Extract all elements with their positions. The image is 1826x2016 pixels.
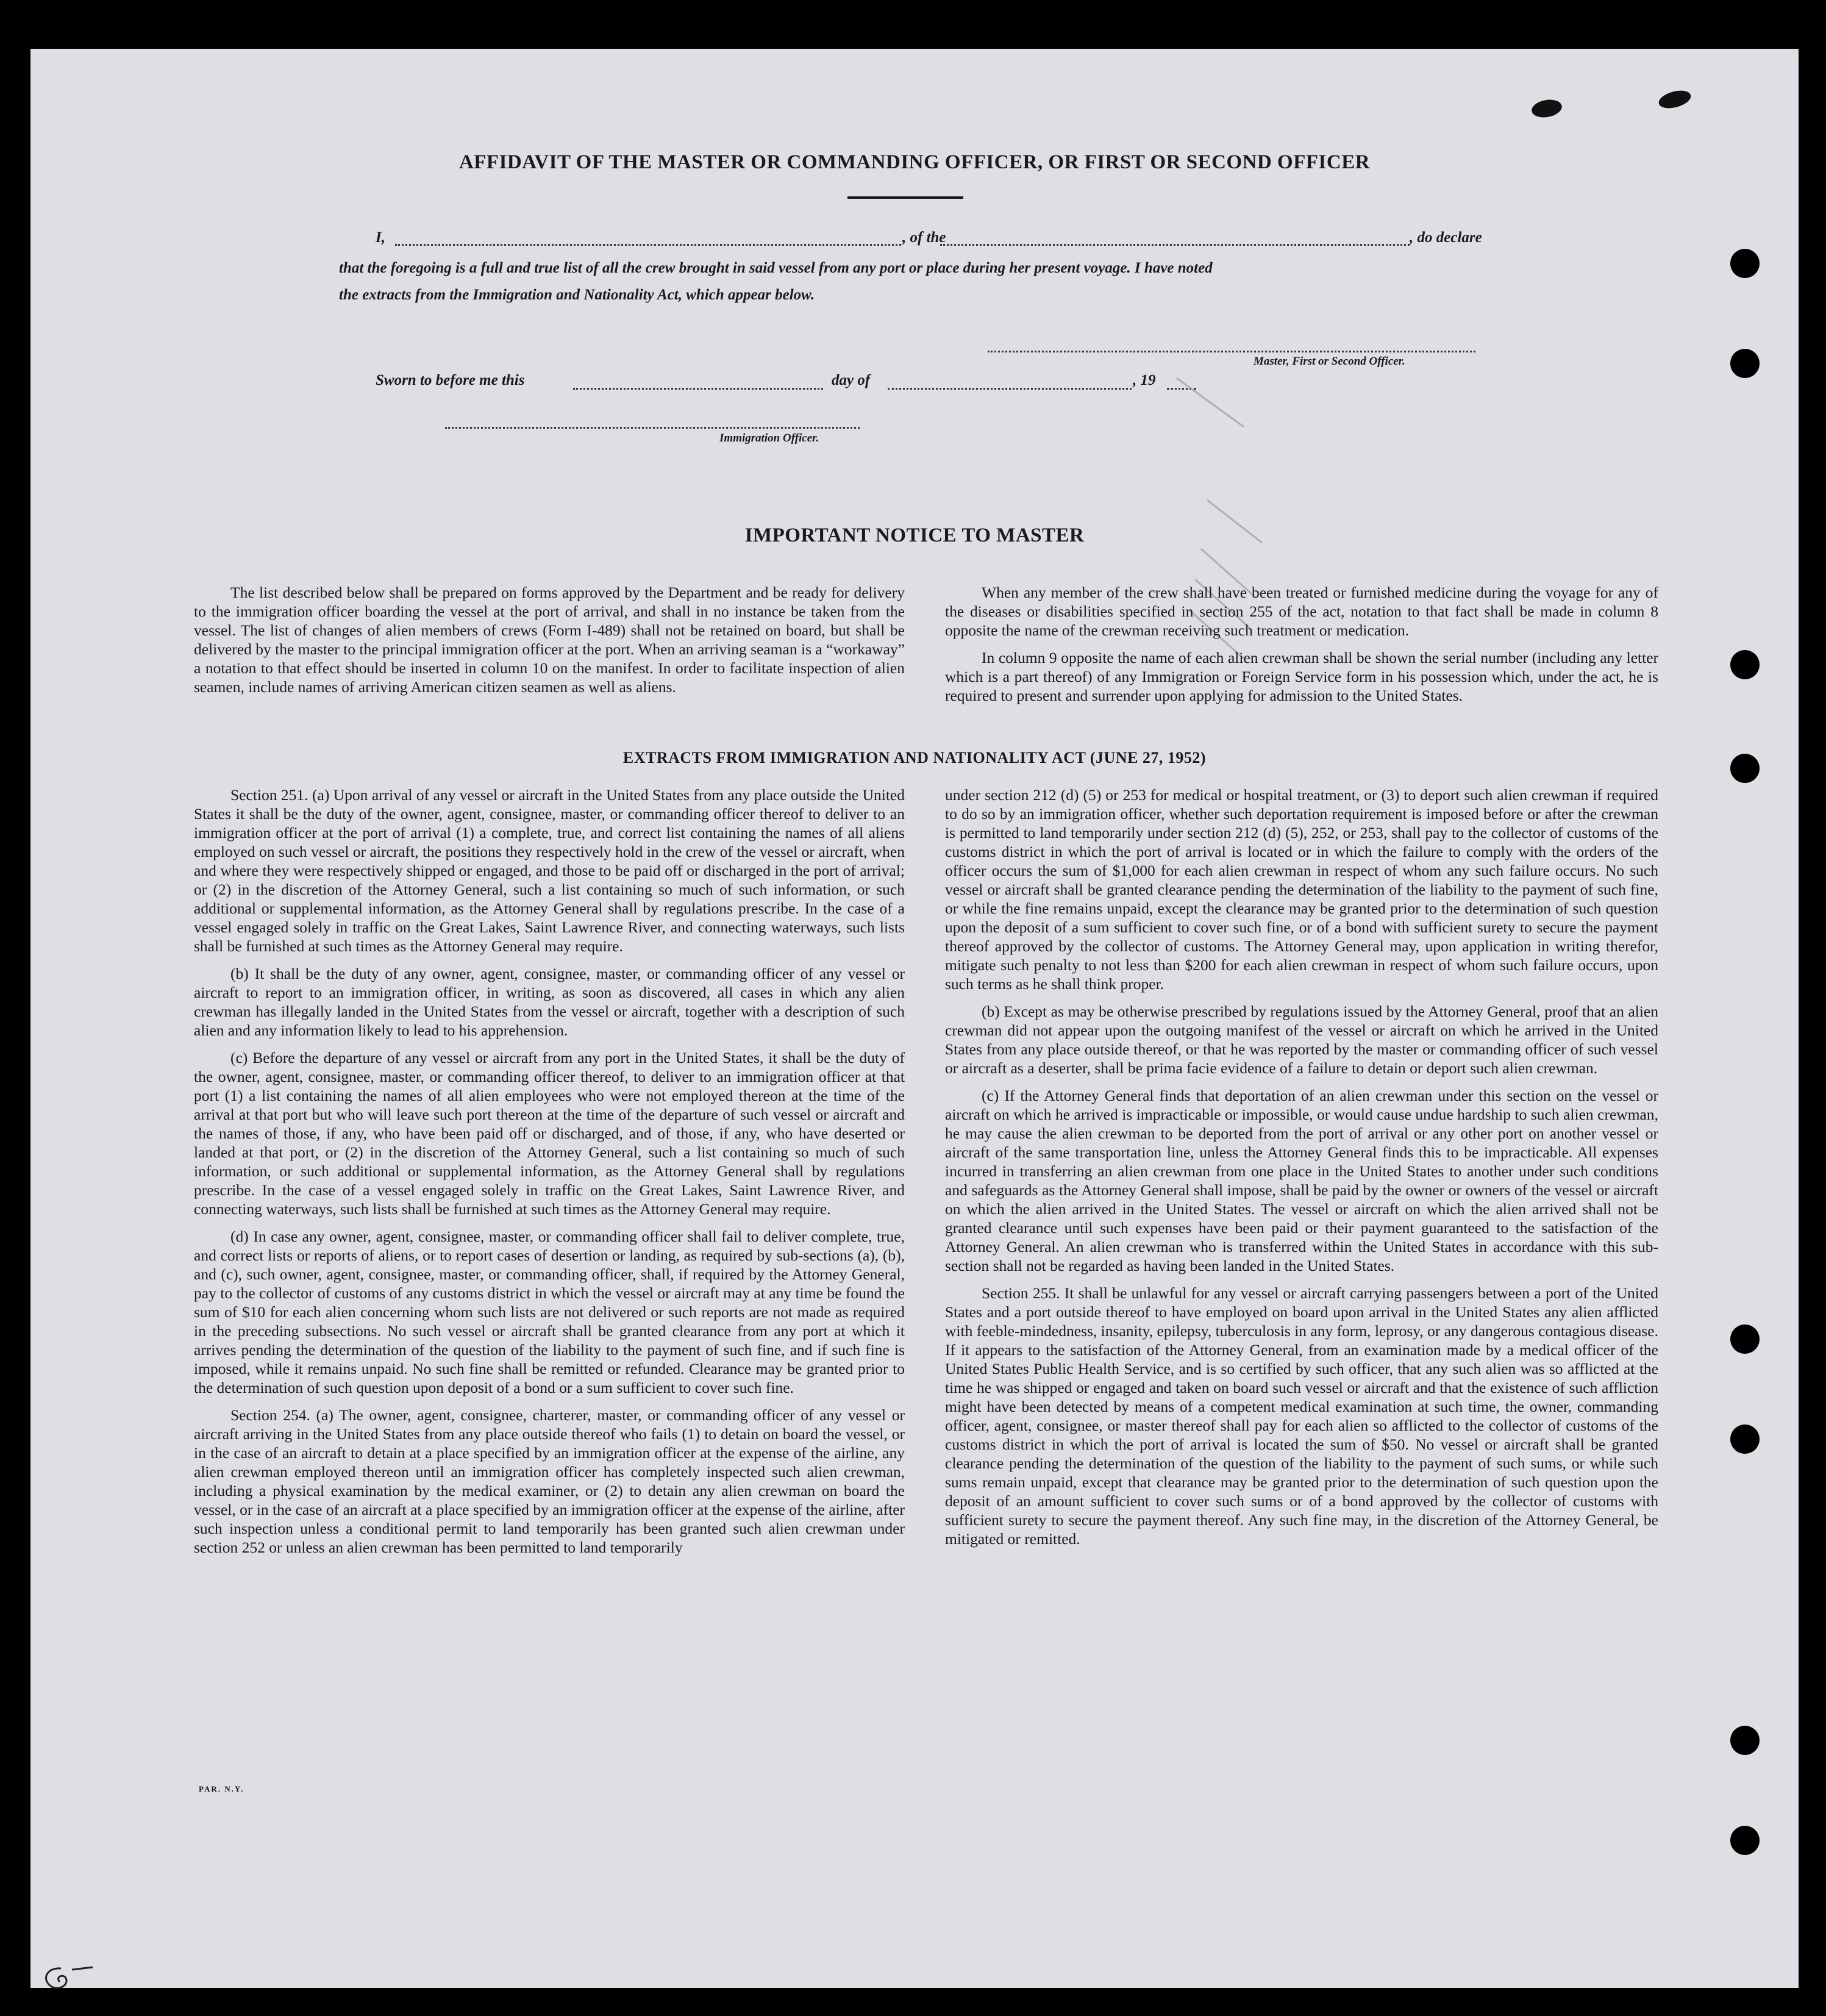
punch-hole — [1730, 650, 1760, 679]
printer-code: PAR. N.Y. — [199, 1784, 244, 1793]
extract-paragraph: (b) Except as may be otherwise prescribed by regulations issued by the Attorney General, proof that an alien crewman did not appear upon the outgoing manifest of the vessel or aircraft on which he arrived in the United States from any place outside thereof, or that he was reported by the master or commanding officer of such vessel or aircraft as a deserter, shall be prima facie evidence of a failure to detain or deport such alien crewman. — [945, 1003, 1658, 1077]
notice-paragraph: In column 9 opposite the name of each alien crewman shall be shown the serial number (including any letter which is a part thereof) of any Immigration or Foreign Service form in his possession which, under the act, he is required to present and surrender upon applying for admission to the United States. — [945, 649, 1658, 704]
vessel-blank[interactable] — [940, 244, 1410, 246]
declaration-line-1: that the foregoing is a full and true list of all the crew brought in said vessel from any port or place during her present voyage. I have noted — [339, 260, 1213, 276]
extracts-title: EXTRACTS FROM IMMIGRATION AND NATIONALITY ACT (JUNE 27, 1952) — [622, 749, 1207, 767]
punch-hole — [1730, 1726, 1760, 1755]
notice-right-column — [945, 583, 1658, 713]
handwritten-mark — [37, 1964, 98, 1994]
punch-hole — [1730, 1424, 1760, 1454]
notice-title: IMPORTANT NOTICE TO MASTER — [744, 524, 1085, 546]
year-label: , 19 — [1133, 372, 1156, 388]
do-declare-label: , do declare — [1410, 229, 1482, 246]
declaration-line-2: the extracts from the Immigration and Nationality Act, which appear below. — [339, 287, 815, 303]
extract-paragraph: Section 254. (a) The owner, agent, consignee, charterer, master, or commanding officer of any vessel or aircraft arriving in the United States from any place outside thereof who fails (1) to detain on board the vessel, or in the case of an aircraft to detain at a place specified by an immigration officer at the expense of the airline, any alien crewman employed thereon until an immigration officer has completely inspected such alien crewman, including a physical examination by the medical examiner, or (2) to detain any alien crewman on board the vessel, or in the case of an aircraft at a place specified by an immigration officer at the expense of the airline, after such inspection unless a conditional permit to land temporarily has been granted such alien crewman under section 252 or unless an alien crewman has been permitted to land temporarily — [194, 1406, 905, 1556]
extract-paragraph: (c) If the Attorney General finds that deportation of an alien crewman under this section on the vessel or aircraft on which he arrived is impracticable or impossible, or would cause undue hardship to such alien crewman, he may cause the alien crewman to be deported from the port of arrival or any other port on another vessel or aircraft of the same transportation line, unless the Attorney General finds this to be impracticable. All expenses incurred in transferring an alien crewman from one place in the United States to another under such conditions and safeguards as the Attorney General shall impose, shall be paid by the owner or owners of the vessel or aircraft on which the alien arrived in the United States. The vessel or aircraft on which the alien arrived shall not be granted clearance until such expenses have been paid or their payment guaranteed to the satisfaction of the Attorney General. An alien crewman who is transferred within the United States in accordance with this sub-section shall not be regarded as having been landed in the United States. — [945, 1087, 1658, 1274]
punch-hole — [1730, 1324, 1760, 1354]
master-signature-line[interactable] — [988, 351, 1475, 352]
name-blank[interactable] — [395, 244, 901, 246]
punch-hole — [1730, 1826, 1760, 1855]
extract-paragraph: (c) Before the departure of any vessel or aircraft from any port in the United States, it shall be the duty of the owner, agent, consignee, master, or commanding officer thereof, to deliver to an immigration officer at that port (1) a list containing the names of all alien employees who were not employed thereon at the time of the arrival at that port but who will leave such port thereon at the time of the departure of such vessel or aircraft and the names of those, if any, who have been paid off or discharged, and of those, if any, who have deserted or landed at that port, or (2) in the discretion of the Attorney General, such a list containing so much of such information, or such additional or supplemental information, as the Attorney General shall by regulations prescribe. In the case of a vessel engaged solely in traffic on the Great Lakes, Saint Lawrence River, and connecting waterways, such lists shall be furnished at such times as the Attorney General may require. — [194, 1049, 905, 1218]
affidavit-title: AFFIDAVIT OF THE MASTER OR COMMANDING OFFICER, OR FIRST OR SECOND OFFICER — [458, 151, 1371, 173]
notice-paragraph: When any member of the crew shall have been treated or furnished medicine during the voyage for any of the diseases or disabilities specified in section 255 of the act, notation to that fact shall be made in column 8 opposite the name of the crewman receiving such treatment or medication. — [945, 584, 1658, 639]
sworn-month-blank[interactable] — [888, 388, 1132, 390]
master-caption: Master, First or Second Officer. — [1254, 355, 1405, 368]
notice-left-column — [194, 583, 905, 705]
day-of-label: day of — [832, 372, 871, 388]
sworn-label: Sworn to before me this — [376, 372, 525, 388]
punch-hole — [1730, 349, 1760, 378]
title-underline — [847, 196, 963, 199]
officer-caption: Immigration Officer. — [719, 432, 819, 445]
punch-hole — [1730, 249, 1760, 278]
i-label: I, — [376, 229, 385, 246]
extract-paragraph: Section 255. It shall be unlawful for any vessel or aircraft carrying passengers between a port of the United States and a port outside thereof to have employed on board upon arrival in the United States any alien afflicted with feeble-mindedness, insanity, epilepsy, tuberculosis in any form, leprosy, or any dangerous contagious disease. If it appears to the satisfaction of the Attorney General, from an examination made by a medical officer of the United States Public Health Service, and is so certified by such officer, that any such alien was so afflicted at the time he was shipped or engaged and taken on board such vessel or aircraft and that the existence of such affliction might have been detected by means of a competent medical examination at such time, the owner, commanding officer, agent, consignee, or master thereof shall pay for each alien so afflicted to the collector of customs of the customs district in which the port of arrival is located the sum of $50. No vessel or aircraft shall be granted clearance pending the determination of the question of the liability to the payment of such sums, or while such sums remain unpaid, except that clearance may be granted prior to the determination of such question upon the deposit of an amount sufficient to cover such sums or of a bond approved by the collector of customs with sufficient surety to secure the payment thereof. Any such fine may, in the discretion of the Attorney General, be mitigated or remitted. — [945, 1284, 1658, 1548]
extracts-right-column — [945, 785, 1658, 1557]
officer-signature-line[interactable] — [445, 427, 860, 429]
extract-paragraph: (b) It shall be the duty of any owner, agent, consignee, master, or commanding officer of any vessel or aircraft to report to an immigration officer, in writing, as soon as discovered, all cases in which any alien crewman has illegally landed in the United States from the vessel or aircraft, together with a description of such alien and any information likely to lead to his apprehension. — [194, 965, 905, 1039]
extract-paragraph: (d) In case any owner, agent, consignee, master, or commanding officer shall fail to deliver complete, true, and correct lists or reports of aliens, or to report cases of desertion or landing, as required by sub-sections (a), (b), and (c), such owner, agent, consignee, master, or commanding officer, shall, if required by the Attorney General, pay to the collector of customs of any customs district in which the vessel or aircraft may at any time be found the sum of $10 for each alien concerning whom such lists are not delivered or such reports are not made as required in the preceding subsections. No such vessel or aircraft shall be granted clearance from any port at which it arrives pending the determination of the question of the liability to the payment of such fine, and if such fine is imposed, while it remains unpaid. No such fine shall be remitted or refunded. Clearance may be granted prior to the determination of such question upon deposit of a bond or a sum sufficient to cover such fine. — [194, 1228, 905, 1396]
notice-paragraph: The list described below shall be prepared on forms approved by the Department and be ready for delivery to the immigration officer boarding the vessel at the port of arrival, and shall in no instance be taken from the vessel. The list of changes of alien members of crews (Form I-489) shall not be retained on board, but shall be delivered by the master to the principal immigration officer at the port. When an arriving seaman is a “workaway” a notation to that effect should be inserted in column 10 on the manifest. In order to facilitate inspection of alien seamen, include names of arriving American citizen seamen as well as aliens. — [194, 584, 905, 696]
extract-paragraph: Section 251. (a) Upon arrival of any vessel or aircraft in the United States from any place outside the United States it shall be the duty of the owner, agent, consignee, master, or commanding officer thereof to deliver to an immigration officer at the port of arrival (1) a complete, true, and correct list containing the names of all aliens employed on such vessel or aircraft, the positions they respectively hold in the crew of the vessel or aircraft, when and where they were respectively shipped or engaged, and those to be paid off or discharged in the port of arrival; or (2) in the discretion of the Attorney General, such a list containing so much of such information, or such additional or supplemental information, as the Attorney General shall by regulations prescribe. In the case of a vessel engaged solely in traffic on the Great Lakes, Saint Lawrence River, and connecting waterways, such lists shall be furnished at such times as the Attorney General may require. — [194, 786, 905, 955]
form-sheet — [30, 49, 1799, 1988]
sworn-day-blank[interactable] — [573, 388, 823, 390]
extract-paragraph: under section 212 (d) (5) or 253 for medical or hospital treatment, or (3) to deport such alien crewman if required to do so by an immigration officer, whether such deportation requirement is imposed before or after the crewman is permitted to land temporarily under section 212 (d) (5), 252, or 253, shall pay to the collector of customs of the customs district in which the port of arrival is located or in which the failure to comply with the orders of the officer occurs the sum of $1,000 for each alien crewman in respect of whom any such failure occurs. No such vessel or aircraft shall be granted clearance pending the determination of the liability to the payment of such fine, or while the fine remains unpaid, except the clearance may be granted prior to the determination of such question upon the deposit of a sum sufficient to cover such fine, or of a bond with sufficient surety to secure the payment thereof approved by the collector of customs. The Attorney General may, upon application in writing therefor, mitigate such penalty to not less than $200 for each alien crewman in respect of whom such failure occurs, upon such terms as he shall think proper. — [945, 786, 1658, 993]
of-the-label: , of the — [902, 229, 946, 246]
ink-smudge — [1657, 87, 1693, 111]
ink-smudge — [1530, 98, 1563, 120]
extracts-left-column — [194, 785, 905, 1565]
